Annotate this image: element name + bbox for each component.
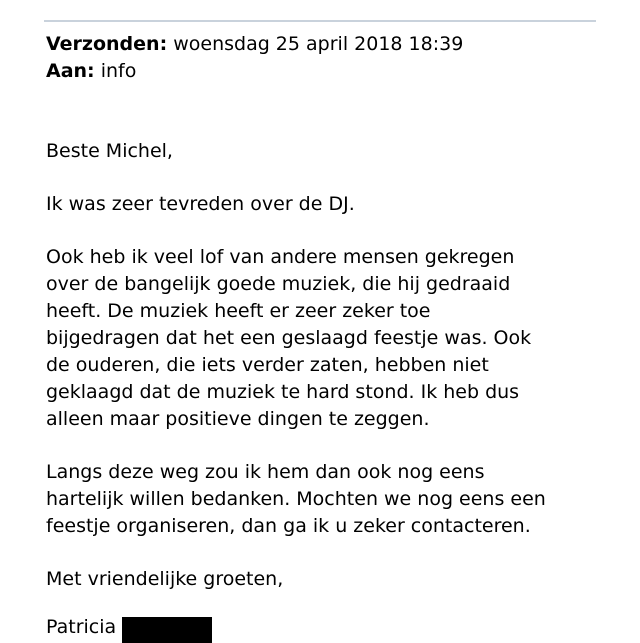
paragraph-3-line: feestje organiseren, dan ga ik u zeker contacteren.	[46, 515, 531, 537]
paragraph-3-line: hartelijk willen bedanken. Mochten we nog eens een	[46, 488, 546, 510]
paragraph-2-line: over de bangelijk goede muziek, die hij gedraaid	[46, 273, 511, 295]
paragraph-2-line: heeft. De muziek heeft er zeer zeker toe	[46, 300, 431, 322]
sent-row	[46, 31, 463, 58]
header-divider	[44, 20, 596, 22]
email-header	[46, 31, 463, 85]
paragraph-2	[46, 244, 606, 433]
to-label: Aan:	[46, 60, 95, 82]
paragraph-2-line: geklaagd dat de muziek te hard stond. Ik heb dus	[46, 381, 520, 403]
paragraph-2-line: Ook heb ik veel lof van andere mensen gekregen	[46, 246, 515, 268]
greeting: Beste Michel,	[46, 140, 173, 162]
paragraph-1: Ik was zeer tevreden over de DJ.	[46, 193, 355, 215]
to-value: info	[94, 60, 137, 82]
paragraph-2-line: de ouderen, die iets verder zaten, hebben niet	[46, 354, 489, 376]
paragraph-3	[46, 459, 606, 540]
paragraph-2-line: bijgedragen dat het een geslaagd feestje was. Ook	[46, 327, 532, 349]
email-body	[46, 138, 606, 619]
paragraph-2-line: alleen maar positieve dingen te zeggen.	[46, 408, 430, 430]
sent-value: woensdag 25 april 2018 18:39	[167, 33, 464, 55]
redaction-bar	[122, 617, 212, 643]
sent-label: Verzonden:	[46, 33, 168, 55]
closing: Met vriendelijke groeten,	[46, 568, 284, 590]
signature-name: Patricia	[46, 616, 117, 638]
signature	[46, 614, 212, 643]
paragraph-3-line: Langs deze weg zou ik hem dan ook nog eens	[46, 461, 485, 483]
to-row	[46, 58, 463, 85]
